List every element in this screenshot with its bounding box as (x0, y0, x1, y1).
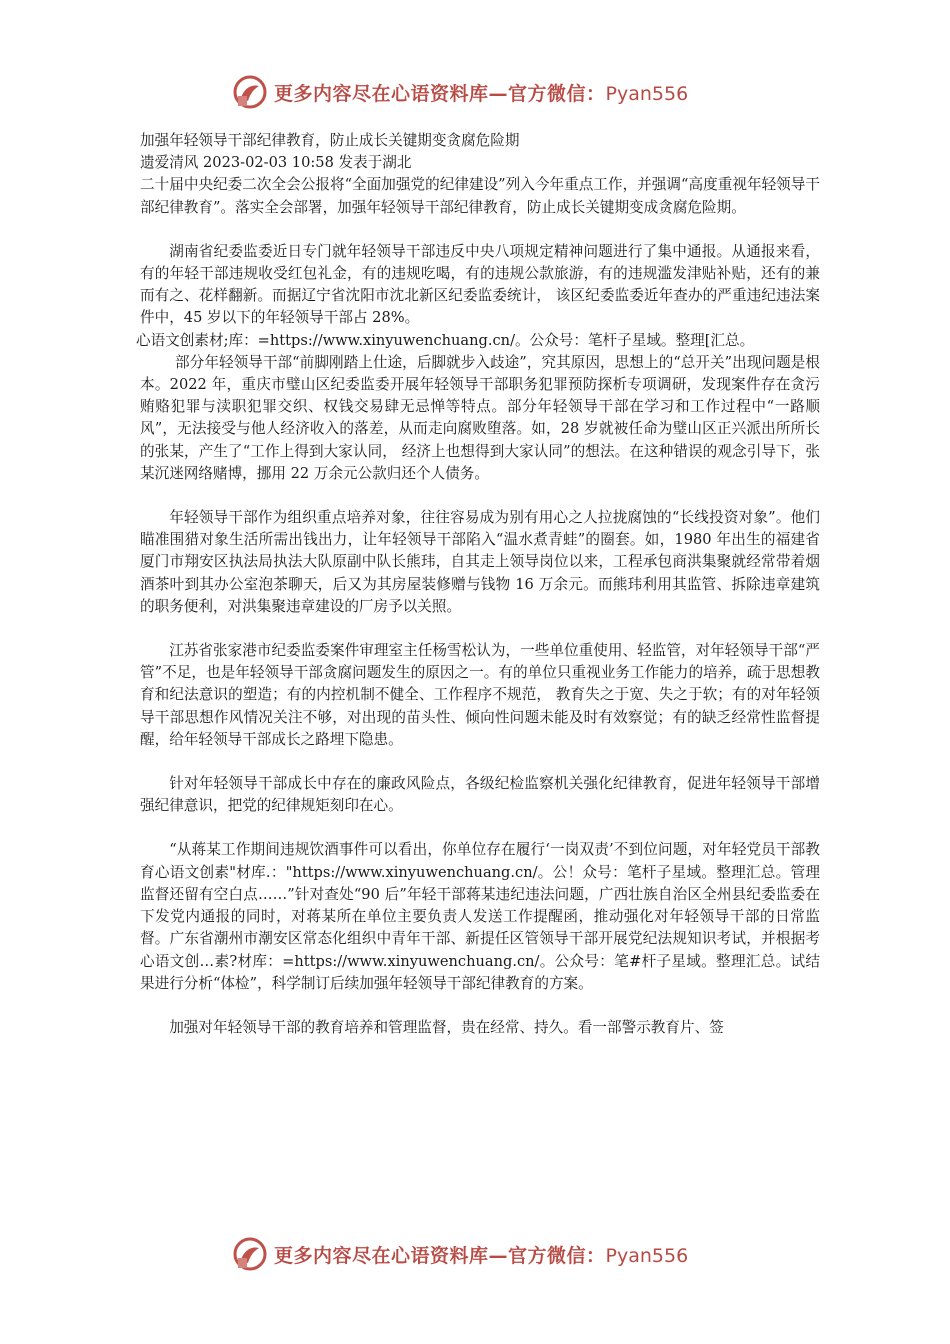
paragraph-7: 加强对年轻领导干部的教育培养和管理监督，贵在经常、持久。看一部警示教育片、签 (169, 1018, 724, 1036)
banner-slogan: 更多内容尽在心语资料库—官方微信： (274, 1244, 606, 1267)
banner-slogan: 更多内容尽在心语资料库—官方微信： (274, 82, 606, 105)
banner-text (274, 79, 688, 106)
article-title: 加强年轻领导干部纪律教育，防止成长关键期变贪腐危险期 (140, 132, 520, 149)
banner-text (274, 1241, 688, 1268)
brand-logo-icon (232, 1236, 268, 1272)
article-body (136, 130, 820, 1039)
watermark-credit-line: 心语文创素材;库：=https://www.xinyuwenchuang.cn/。公众号：笔杆子星域。整理[汇总。 (136, 331, 755, 349)
paragraph-4: 江苏省张家港市纪委监委案件审理室主任杨雪松认为，一些单位重使用、轻监管，对年轻领导干部“严管”不足，也是年轻领导干部贪腐问题发生的原因之一。有的单位只重视业务工作能力的培养，疏于思想教育和纪法意识的塑造；有的内控机制不健全、工作程序不规范， 教育失之于宽、失之于软；有的对年轻领导干部思想作风情况关注不够，对出现的苗头性、倾向性问题未能及时有效察觉；有的缺乏经常性监督提醒，给年轻领导干部成长之路埋下隐患。 (140, 642, 820, 748)
paragraph-5: 针对年轻领导干部成长中存在的廉政风险点，各级纪检监察机关强化纪律教育，促进年轻领导干部增强纪律意识，把党的纪律规矩刻印在心。 (140, 775, 820, 815)
paragraph-1: 湖南省纪委监委近日专门就年轻领导干部违反中央八项规定精神问题进行了集中通报。从通报来看，有的年轻干部违规收受红包礼金，有的违规吃喝，有的违规公款旅游，有的违规滥发津贴补贴，还有的兼而有之、花样翻新。而据辽宁省沈阳市沈北新区纪委监委统计， 该区纪委监委近年查办的严重违纪违法案件中，45 岁以下的年轻领导干部占 28%。 (140, 242, 820, 327)
paragraph-6: “从蒋某工作期间违规饮酒事件可以看出，你单位存在履行‘一岗双责’不到位问题，对年轻党员干部教育心语文创素"材库.："https://www.xinyuwenchuang.cn/。公！众号：笔杆子星域。整理汇总。管理监督还留有空白点……”针对查处“90 后”年轻干部蒋某违纪违法问题，广西壮族自治区全州县纪委监委在下发党内通报的同时，对蒋某所在单位主要负责人发送工作提醒函，推动强化对年轻领导干部的日常监督。广东省潮州市潮安区常态化组织中青年干部、新提任区管领导干部开展党纪法规知识考试，并根据考心语文创…素?材库：=https://www.xinyuwenchuang.cn/。公众号：笔#杆子星域。整理汇总。试结果进行分析“体检”，科学制订后续加强年轻领导干部纪律教育的方案。 (140, 841, 820, 992)
brand-logo-icon (232, 74, 268, 110)
article-lead: 二十届中央纪委二次全会公报将“全面加强党的纪律建设”列入今年重点工作，并强调“高度重视年轻领导干部纪律教育”。落实全会部署，加强年轻领导干部纪律教育，防止成长关键期变成贪腐危险期。 (140, 176, 820, 216)
banner-wechat-id: Pyan556 (605, 82, 689, 105)
footer-banner (232, 1234, 752, 1274)
article-byline: 遗爱清风 2023-02-03 10:58 发表于湖北 (140, 154, 412, 172)
paragraph-3: 年轻领导干部作为组织重点培养对象，往往容易成为别有用心之人拉拢腐蚀的“长线投资对象”。他们瞄准围猎对象生活所需出钱出力，让年轻领导干部陷入“温水煮青蛙”的圈套。如，1980 年出生的福建省厦门市翔安区执法局执法大队原副中队长熊玮，自其走上领导岗位以来，工程承包商洪集聚就经常带着烟酒茶叶到其办公室泡茶聊天，后又为其房屋装修赠与钱物 16 万余元。而熊玮利用其监管、拆除违章建筑的职务便利，对洪集聚违章建设的厂房予以关照。 (140, 509, 820, 615)
banner-wechat-id: Pyan556 (605, 1244, 689, 1267)
paragraph-2: 部分年轻领导干部“前脚刚踏上仕途，后脚就步入歧途”，究其原因，思想上的“总开关”出现问题是根本。2022 年，重庆市璧山区纪委监委开展年轻领导干部职务犯罪预防探析专项调研，发现案件存在贪污贿赂犯罪与渎职犯罪交织、权钱交易肆无忌惮等特点。部分年轻领导干部在学习和工作过程中“一路顺风”，无法接受与他人经济收入的落差，从而走向腐败堕落。如，28 岁就被任命为璧山区正兴派出所所长的张某，产生了“工作上得到大家认同， 经济上也想得到大家认同”的想法。在这种错误的观念引导下，张某沉迷网络赌博，挪用 22 万余元公款归还个人债务。 (140, 353, 820, 482)
header-banner (232, 72, 752, 112)
